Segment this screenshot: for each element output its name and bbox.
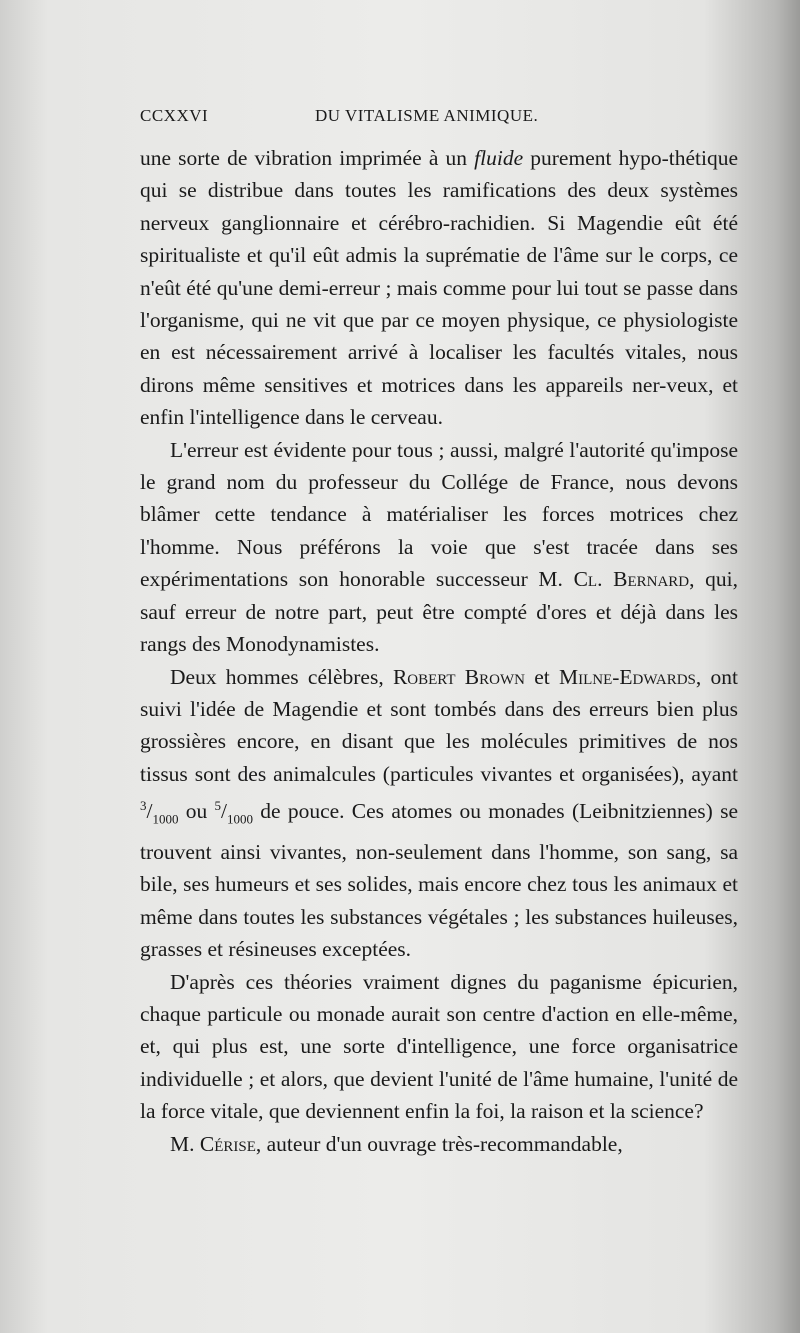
running-title: DU VITALISME ANIMIQUE. [315, 106, 539, 125]
page-header [140, 106, 740, 136]
paragraph-3 [140, 661, 738, 966]
paragraph-5 [140, 1128, 738, 1160]
text-run: de pouce. Ces atomes ou monades (Leibnitziennes) se trouvent ainsi vivantes, non-seulement dans l'homme, son sang, sa bile, ses humeurs et ses solides, mais encore chez tous les animaux et même dans toutes les substances végétales ; les substances huileuses, grasses et résineuses exceptées. [140, 799, 738, 962]
fraction-denominator: 1000 [152, 811, 179, 827]
text-run: Deux hommes célèbres, [170, 664, 393, 689]
paragraph-2 [140, 434, 738, 661]
text-run: L'erreur est évidente pour tous ; aussi, malgré l'autorité qu'impose le grand nom du professeur du Collége de France, nous devons blâmer cette tendance à matérialiser les forces motrices chez l'homme. Nous préférons la voie que s'est tracée dans ses expérimentations son honorable successeur M. [140, 437, 738, 592]
text-run: une sorte de vibration imprimée à un [140, 146, 475, 170]
text-run: ou [178, 799, 215, 824]
fraction-numerator: 3 [140, 798, 147, 814]
paragraph-4: D'après ces théories vraiment dignes du paganisme épicurien, chaque particule ou monade aurait son centre d'action en elle-même, et, qui plus est, une sorte d'intelligence, une force organisatrice individuelle ; et alors, que devient l'unité de l'âme humaine, l'unité de la force vitale, que deviennent enfin la foi, la raison et la science? [140, 969, 738, 1124]
italic-word: fluide [474, 146, 524, 170]
text-run: , qui, sauf erreur de notre part, peut être compté d'ores et déjà dans les rangs des Monodynamistes. [140, 567, 738, 657]
fraction-denominator: 1000 [227, 811, 253, 827]
fraction-numerator: 5 [214, 798, 222, 814]
person-name: Cérise [199, 1131, 256, 1156]
text-run: , auteur d'un ouvrage très-recommandable, [255, 1131, 623, 1156]
text-run: , ont suivi l'idée de Magendie et sont tombés dans des erreurs bien plus grossières encore, en disant que les molécules primitives de nos tissus sont des animalcules (particules vivantes et organisées), ayant [140, 664, 738, 786]
paragraph-1 [140, 142, 738, 434]
person-name: Cl. Bernard [573, 567, 690, 592]
text-run: M. [170, 1131, 200, 1156]
body-text [140, 142, 738, 1160]
text-run: et [524, 664, 559, 689]
fraction-2: $^5/_{1000}$ [214, 798, 253, 827]
fraction-1: $^3/_{1000}$ [140, 798, 179, 827]
person-name: Robert Brown [392, 664, 525, 689]
person-name: Milne-Edwards [558, 664, 696, 689]
page-number: CCXXVI [140, 106, 209, 125]
text-run: purement hypo-thétique qui se distribue dans toutes les ramifications des deux systèmes nerveux ganglionnaire et cérébro-rachidien. Si Magendie eût été spiritualiste et qu'il eût admis la suprématie de l'âme sur le corps, ce n'eût été qu'une demi-erreur ; mais comme pour lui tout se passe dans l'organisme, qui ne vit que par ce moyen physique, ce physiologiste en est nécessairement arrivé à localiser les facultés vitales, nous dirons même sensitives et motrices dans les appareils ner-veux, et enfin l'intelligence dans le cerveau. [140, 146, 739, 430]
